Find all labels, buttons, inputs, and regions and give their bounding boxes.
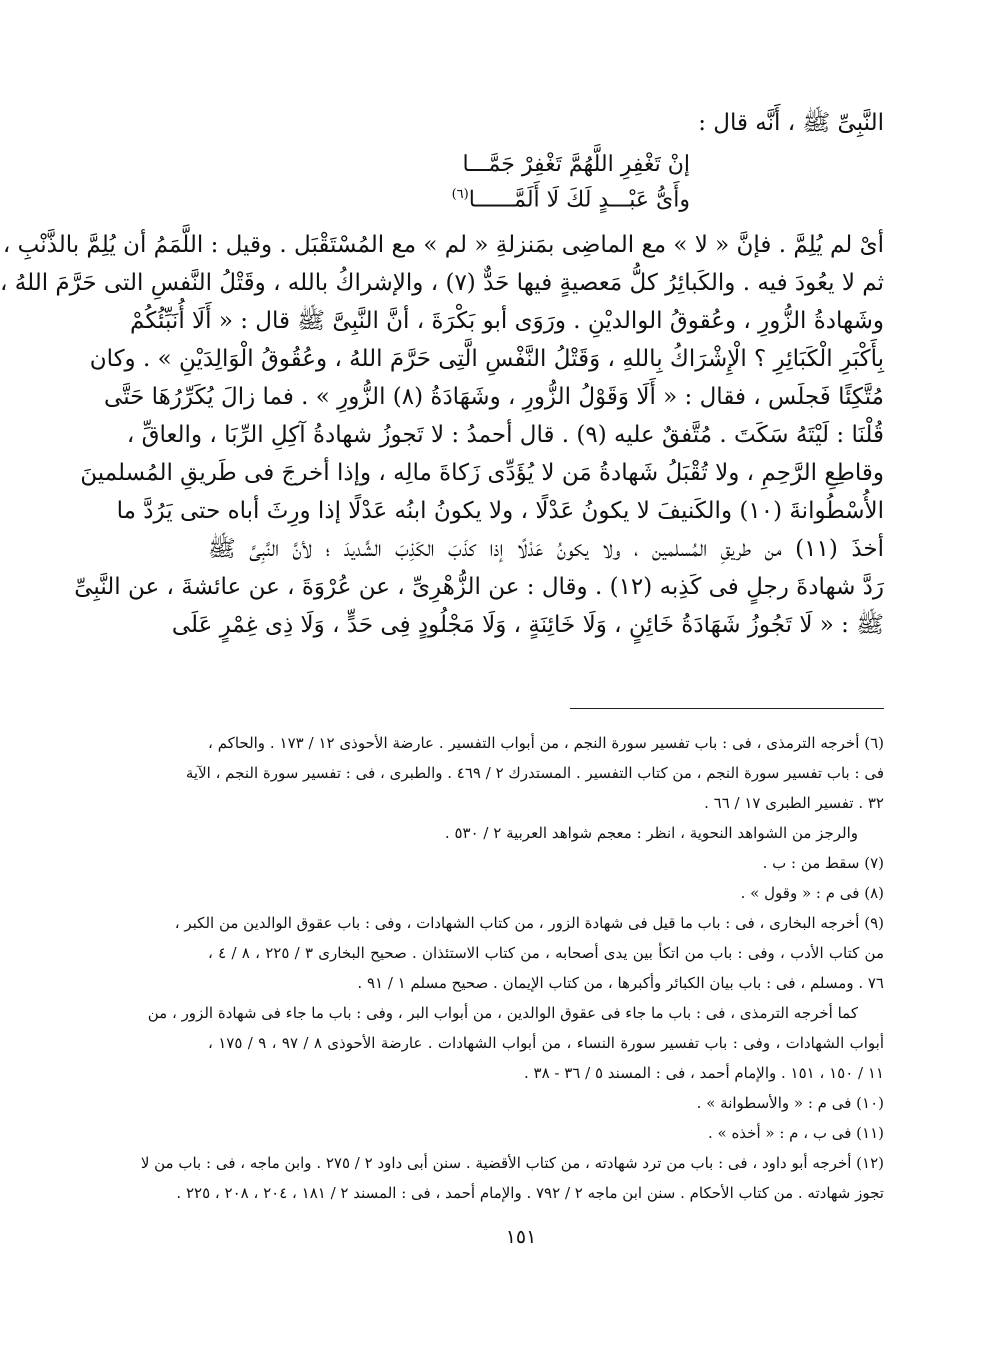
footnote-line: ٧٦ . ومسلم ، فى : باب بيان الكبائر وأكبرها ، من كتاب الإيمان . صحيح مسلم ١ / ٩١ . xyxy=(357,974,884,992)
footnote-line: (١١) فى ب ، م : « أخذه » . xyxy=(707,1124,884,1142)
body-line: وقاطِعِ الرَّحِمِ ، ولا تُقْبَلُ شَهادةُ مَن لا يُؤَدِّى زَكاةَ مالِه ، وإذا أخرجَ فى طَريقِ المُسلمينَ xyxy=(80,460,884,486)
intro-line: النَّبِىِّ ﷺ ، أَنَّه قال : xyxy=(698,110,884,136)
body-line: وشَهادةُ الزُّورِ ، وعُقوقُ الوالديْنِ . ورَوَى أبو بَكْرَةَ ، أنَّ النَّبِىَّ ﷺ قال : « أَلَا أُنَبِّئُكُمْ xyxy=(130,308,884,334)
footnote-line: (٩) أخرجه البخارى ، فى : باب ما قيل فى شهادة الزور ، من كتاب الشهادات ، وفى : باب عقوق الوالدين من الكبر ، xyxy=(174,914,884,932)
footnote-line: كما أخرجه الترمذى ، فى : باب ما جاء فى عقوق الوالدين ، من أبواب البر ، وفى : باب ما جاء فى شهادة الزور ، من xyxy=(147,1004,858,1022)
footnote-line: (٨) فى م : « وقول » . xyxy=(740,884,884,902)
footnote-line: فى : باب تفسير سورة النجم ، من كتاب التفسير . المستدرك ٢ / ٤٦٩ . والطبرى ، فى : تفسير سورة النجم ، الآية xyxy=(185,764,884,782)
body-line: مُتَّكِئًا فَجلَس ، فقال : « أَلَا وَقَوْلُ الزُّورِ ، وشَهَادَةُ (٨) الزُّورِ » . فما زالَ يُكَرِّرُهَا حَتَّى xyxy=(104,384,884,410)
footnote-line: أبواب الشهادات ، وفى : باب تفسير سورة النساء ، من أبواب الشهادات . عارضة الأحوذى ٨ / ٩٧ ، ٩ / ١٧٥ ، xyxy=(208,1034,885,1052)
footnote-divider xyxy=(570,708,884,709)
footnote-line: من كتاب الأدب ، وفى : باب من اتكأ بين يدى أصحابه ، من كتاب الاستئذان . صحيح البخارى ٣ / ٢٢٥ ، ٨ / ٤ ، xyxy=(208,944,884,962)
main-text xyxy=(0,226,884,644)
footnote-line: (٦) أخرجه الترمذى ، فى : باب تفسير سورة النجم ، من أبواب التفسير . عارضة الأحوذى ١٢ / ١٧٣ . والحاكم ، xyxy=(208,734,884,752)
body-line: ﷺ : « لَا تَجُوزُ شَهَادَةُ خَائِنٍ ، وَلَا خَائِنَةٍ ، وَلَا مَجْلُودٍ فِى حَدٍّ ، وَلَا ذِى غِمْرٍ عَلَى xyxy=(171,612,884,638)
verse-line-2-text: وأَىُّ عَبْـــدٍ لَكَ لَا أَلَمَّــــــا xyxy=(468,187,690,213)
verse-line-1: إنْ تَغْفِرِ اللَّهُمَّ تَغْفِرْ جَمَّـــا xyxy=(462,152,690,177)
footnote-line: (١٠) فى م : « والأسطوانة » . xyxy=(696,1094,884,1112)
page-number: ١٥١ xyxy=(505,1226,537,1248)
footnote-line: ٣٢ . تفسير الطبرى ١٧ / ٦٦ . xyxy=(704,794,884,812)
body-line: الأُسْطُوانةَ (١٠) والكَنيفَ لا يكونُ عَدْلًا ، ولا يكونُ ابنُه عَدْلًا إذا ورِثَ أباه حتى يَرُدَّ ما xyxy=(116,498,884,524)
footnote-line: تجوز شهادته . من كتاب الأحكام . سنن ابن ماجه ٢ / ٧٩٢ . والإمام أحمد ، فى : المسند ٢ / ١٨١ ، ٢٠٤ ، ٢٠٨ ، ٢٢٥ . xyxy=(176,1184,884,1202)
footnotes xyxy=(140,728,885,1208)
body-line: ثم لا يعُودَ فيه . والكَبائِرُ كلُّ مَعصيةٍ فيها حَدٌّ (٧) ، والإشراكُ بالله ، وقَتْلُ النَّفسِ التى حَرَّمَ اللهُ ، xyxy=(0,270,884,296)
body-line: قُلْنَا : لَيْتَهُ سَكَتَ . مُتَّفقٌ عليه (٩) . قال أحمدُ : لا تَجوزُ شهادةُ آكِلِ الرِّبَا ، والعاقِّ ، xyxy=(126,422,884,448)
verse-footnote-ref: (٦) xyxy=(451,187,469,202)
footnote-line: ١١ / ١٥٠ ، ١٥١ . والإمام أحمد ، فى : المسند ٥ / ٣٦ - ٣٨ . xyxy=(523,1064,884,1082)
body-line: أخذَ (١١) من طريقِ المُسلمين ، ولا يكونُ عَدْلًا إذا كذَبَ الكَذِبَ الشَّديدَ ؛ لأنَّ النَّبِىَّ ﷺ xyxy=(208,536,884,562)
body-line: بِأَكْبَرِ الْكَبَائِرِ ؟ الْإِشْرَاكُ بِاللهِ ، وَقَتْلُ النَّفْسِ الَّتِى حَرَّمَ اللهُ ، وعُقُوقُ الْوَالِدَيْنِ » . وكان xyxy=(89,346,884,372)
footnote-line: (٧) سقط من : ب . xyxy=(762,854,884,872)
footnote-line: (١٢) أخرجه أبو داود ، فى : باب من ترد شهادته ، من كتاب الأقضية . سنن أبى داود ٢ / ٢٧٥ . وابن ماجه ، فى : باب من لا xyxy=(140,1154,884,1172)
body-line: أىْ لم يُلِمَّ . فإنَّ « لا » مع الماضِى بمَنزلةِ « لم » مع المُسْتَقْبَل . وقيل : اللَّمَمُ أن يُلِمَّ بالذَّنْبِ ، xyxy=(2,232,884,258)
verse-block xyxy=(430,150,690,213)
footnote-line: والرجز من الشواهد النحوية ، انظر : معجم شواهد العربية ٢ / ٥٣٠ . xyxy=(444,824,858,842)
verse-line-2 xyxy=(430,180,690,213)
body-line: رَدَّ شهادةَ رجلٍ فى كَذِبه (١٢) . وقال : عن الزُّهْرِىِّ ، عن عُرْوَةَ ، عن عائشةَ ، عن النَّبِىِّ xyxy=(74,574,884,600)
